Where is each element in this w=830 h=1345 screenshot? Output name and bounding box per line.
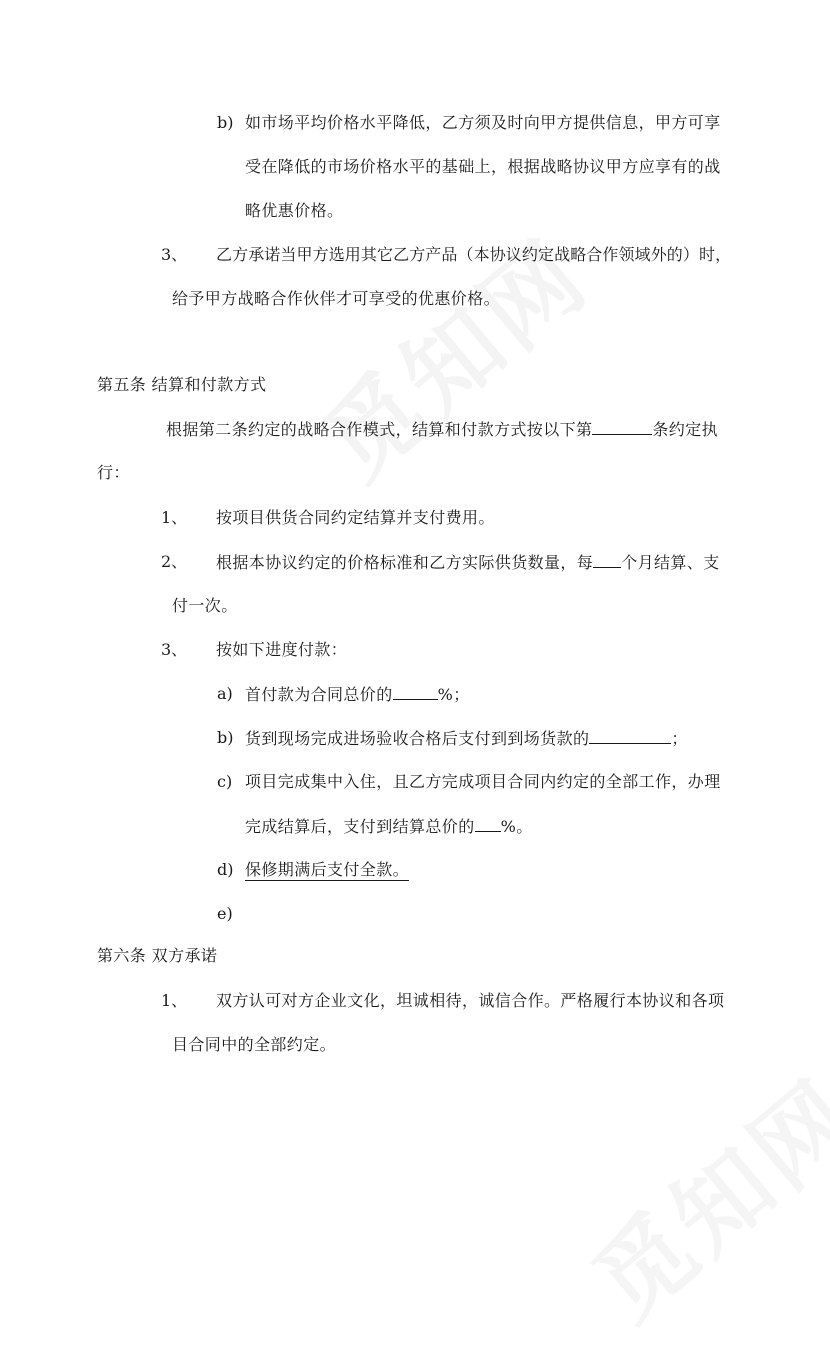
sub-item-b-line2: 受在降低的市场价格水平的基础上，根据战略协议甲方应享有的战 — [245, 157, 721, 176]
sub-item-b2-label: b) — [217, 728, 234, 747]
sub-item-b2-text: 货到现场完成进场验收合格后支付到到场货款的 ； — [245, 729, 688, 748]
section-6-item-1-line2: 目合同中的全部约定。 — [172, 1035, 337, 1054]
list-item-3-number: 3、 — [161, 245, 188, 264]
sub-item-a-text: 首付款为合同总价的 %； — [245, 685, 470, 704]
section-5-title: 第五条 结算和付款方式 — [97, 375, 267, 394]
sub-item-c-line2: 完成结算后，支付到结算总价的 %。 — [245, 817, 533, 836]
section-5-item-3-number: 3、 — [161, 640, 188, 659]
blank-clause-number — [592, 418, 652, 435]
section-5-item-2-line2: 付一次。 — [172, 596, 238, 615]
sub-item-c-line1: 项目完成集中入住，且乙方完成项目合同内约定的全部工作，办理 — [245, 772, 721, 791]
blank-down-payment-percent — [393, 683, 438, 700]
section-5-intro-line2: 行： — [97, 463, 130, 482]
list-item-3-line2: 给予甲方战略合作伙伴才可享受的优惠价格。 — [172, 289, 501, 308]
blank-delivery-payment — [589, 727, 671, 744]
sub-item-d-text: 保修期满后支付全款。 — [245, 860, 410, 879]
section-5-item-2-number: 2、 — [161, 552, 188, 571]
section-5-item-1-text: 按项目供货合同约定结算并支付费用。 — [216, 508, 495, 527]
watermark-lower — [560, 1043, 830, 1345]
sub-item-d-label: d) — [217, 860, 234, 879]
sub-item-c-label: c) — [217, 772, 233, 791]
sub-item-e-label: e) — [217, 904, 233, 923]
blank-month-count — [593, 551, 621, 568]
list-item-3-line1: 乙方承诺当甲方选用其它乙方产品（本协议约定战略合作领域外的）时， — [216, 245, 732, 264]
sub-item-a-label: a) — [217, 684, 233, 703]
section-5-item-1-number: 1、 — [161, 508, 188, 527]
section-6-item-1-line1: 双方认可对方企业文化，坦诚相待，诚信合作。严格履行本协议和各项 — [216, 991, 725, 1010]
sub-item-b-line1: 如市场平均价格水平降低，乙方须及时向甲方提供信息，甲方可享 — [245, 113, 721, 132]
section-5-item-3-text: 按如下进度付款： — [216, 640, 348, 659]
section-6-item-1-number: 1、 — [161, 991, 188, 1010]
sub-item-b-line3: 略优惠价格。 — [245, 201, 344, 220]
section-5-intro-line1: 根据第二条约定的战略合作模式，结算和付款方式按以下第 条约定执 — [166, 420, 719, 439]
section-5-item-2-line1: 根据本协议约定的价格标准和乙方实际供货数量，每 个月结算、支 — [216, 553, 720, 572]
sub-item-b-label: b) — [217, 113, 234, 132]
section-6-title: 第六条 双方承诺 — [97, 946, 218, 965]
blank-settlement-percent — [475, 815, 501, 832]
